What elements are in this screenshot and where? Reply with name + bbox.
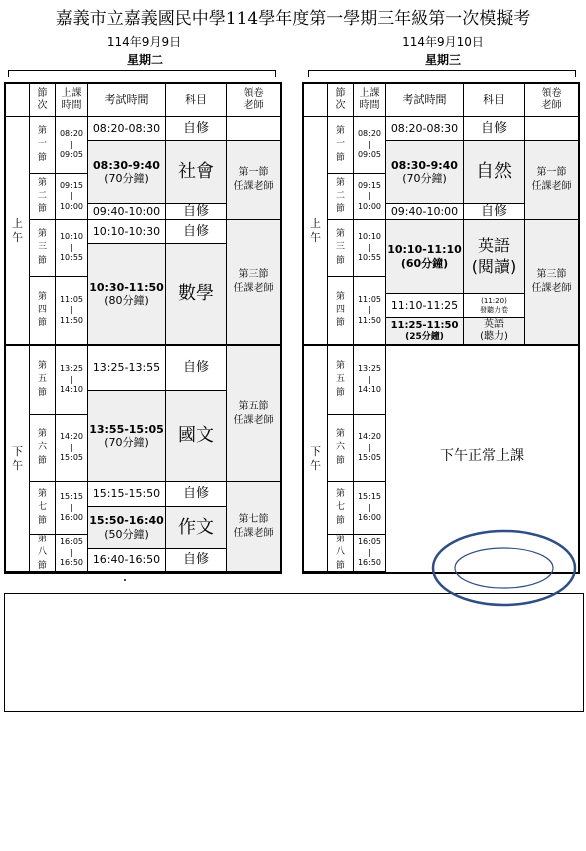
period-8-time: 16:05 | 16:50 (354, 535, 386, 572)
day1-date: 114年9月9日 (106, 35, 182, 49)
subject-cell: 自修 (166, 346, 227, 391)
period-8: 第 八 節 (328, 535, 354, 572)
subject-cell: 自修 (166, 482, 227, 507)
period-5-time: 13:25 | 14:10 (354, 346, 386, 415)
period-2-time: 09:15 | 10:00 (56, 174, 88, 220)
period-6-time: 14:20 | 15:05 (56, 415, 88, 482)
period-2: 第 二 節 (328, 174, 354, 220)
period-3: 第 三 節 (30, 220, 56, 277)
blank-header-cell (6, 84, 30, 117)
period-7-time: 15:15 | 16:00 (354, 482, 386, 535)
subject-cell: 數學 (166, 244, 227, 346)
page-title: 嘉義市立嘉義國民中學114學年度第一學期三年級第一次模擬考 (55, 9, 531, 29)
exam-time-header: 考試時間 (386, 84, 464, 117)
exam-slot: 13:55-15:05 (70分鐘) (88, 391, 166, 482)
proctor-cell: 第三節 任課老師 (227, 220, 280, 346)
period-3: 第 三 節 (328, 220, 354, 277)
afternoon-note: 下午正常上課 (440, 448, 524, 464)
exam-slot: 10:30-11:50 (80分鐘) (88, 244, 166, 346)
subject-header: 科目 (166, 84, 227, 117)
exam-slot: 15:15-15:50 (88, 482, 166, 507)
day2-weekday: 星期三 (424, 53, 461, 67)
period-5-time: 13:25 | 14:10 (56, 346, 88, 415)
afternoon-label: 下 午 (304, 346, 328, 572)
period-3-time: 10:10 | 10:55 (56, 220, 88, 277)
exam-slot: 08:30-9:40 (70分鐘) (386, 141, 464, 204)
subject-cell: (11:20) 發聽力卷 (464, 294, 525, 318)
subject-cell: 自修 (464, 117, 525, 141)
proctor-cell: 第一節 任課老師 (227, 141, 280, 220)
period-7-time: 15:15 | 16:00 (56, 482, 88, 535)
subject-header: 科目 (464, 84, 525, 117)
subject-cell: 英語 (聽力) (464, 318, 525, 346)
exam-slot: 10:10-11:10 (60分鐘) (386, 220, 464, 294)
morning-label: 上 午 (6, 117, 30, 346)
period-5: 第 五 節 (328, 346, 354, 415)
period-4: 第 四 節 (328, 277, 354, 346)
blank-header-cell (304, 84, 328, 117)
period-6-time: 14:20 | 15:05 (354, 415, 386, 482)
period-1-time: 08:20 | 09:05 (56, 117, 88, 174)
exam-time-header: 考試時間 (88, 84, 166, 117)
period-6: 第 六 節 (30, 415, 56, 482)
period-3-time: 10:10 | 10:55 (354, 220, 386, 277)
proctor-cell: 第三節 任課老師 (525, 220, 578, 346)
period-8: 第 八 節 (30, 535, 56, 572)
exam-slot: 15:50-16:40 (50分鐘) (88, 507, 166, 549)
day2-date: 114年9月10日 (402, 35, 484, 49)
proctor-header: 領卷 老師 (525, 84, 578, 117)
proctor-cell: 第五節 任課老師 (227, 346, 280, 482)
exam-slot: 13:25-13:55 (88, 346, 166, 391)
period-header: 節 次 (328, 84, 354, 117)
proctor-cell (227, 117, 280, 141)
exam-slot: 11:10-11:25 (386, 294, 464, 318)
period-1: 第 一 節 (328, 117, 354, 174)
subject-cell: 自修 (166, 204, 227, 220)
subject-cell: 社會 (166, 141, 227, 204)
class-time-header: 上課 時間 (56, 84, 88, 117)
exam-slot: 16:40-16:50 (88, 549, 166, 572)
period-7: 第 七 節 (328, 482, 354, 535)
exam-slot: 08:20-08:30 (386, 117, 464, 141)
period-6: 第 六 節 (328, 415, 354, 482)
day2-schedule (302, 82, 580, 574)
period-5: 第 五 節 (30, 346, 56, 415)
exam-slot: 08:20-08:30 (88, 117, 166, 141)
stray-mark (124, 579, 126, 581)
period-1: 第 一 節 (30, 117, 56, 174)
day1-weekday: 星期二 (126, 53, 163, 67)
period-4-time: 11:05 | 11:50 (354, 277, 386, 346)
notes-box (4, 593, 584, 712)
exam-slot: 10:10-10:30 (88, 220, 166, 244)
afternoon-label: 下 午 (6, 346, 30, 572)
exam-slot: 08:30-9:40 (70分鐘) (88, 141, 166, 204)
subject-cell: 自修 (166, 117, 227, 141)
period-2-time: 09:15 | 10:00 (354, 174, 386, 220)
proctor-header: 領卷 老師 (227, 84, 280, 117)
subject-cell: 國文 (166, 391, 227, 482)
period-4: 第 四 節 (30, 277, 56, 346)
subject-cell: 自修 (464, 204, 525, 220)
period-8-time: 16:05 | 16:50 (56, 535, 88, 572)
class-time-header: 上課 時間 (354, 84, 386, 117)
period-2: 第 二 節 (30, 174, 56, 220)
subject-cell: 自修 (166, 549, 227, 572)
period-1-time: 08:20 | 09:05 (354, 117, 386, 174)
exam-slot: 09:40-10:00 (386, 204, 464, 220)
exam-slot: 11:25-11:50 (25分鐘) (386, 318, 464, 346)
exam-slot: 09:40-10:00 (88, 204, 166, 220)
day1-schedule (4, 82, 282, 574)
subject-cell: 英語 (閱讀) (464, 220, 525, 294)
morning-label: 上 午 (304, 117, 328, 346)
period-header: 節 次 (30, 84, 56, 117)
subject-cell: 自修 (166, 220, 227, 244)
proctor-cell: 第七節 任課老師 (227, 482, 280, 572)
period-7: 第 七 節 (30, 482, 56, 535)
proctor-cell: 第一節 任課老師 (525, 141, 578, 220)
subject-cell: 作文 (166, 507, 227, 549)
proctor-cell (525, 117, 578, 141)
academic-affairs-stamp (430, 528, 578, 608)
period-4-time: 11:05 | 11:50 (56, 277, 88, 346)
subject-cell: 自然 (464, 141, 525, 204)
